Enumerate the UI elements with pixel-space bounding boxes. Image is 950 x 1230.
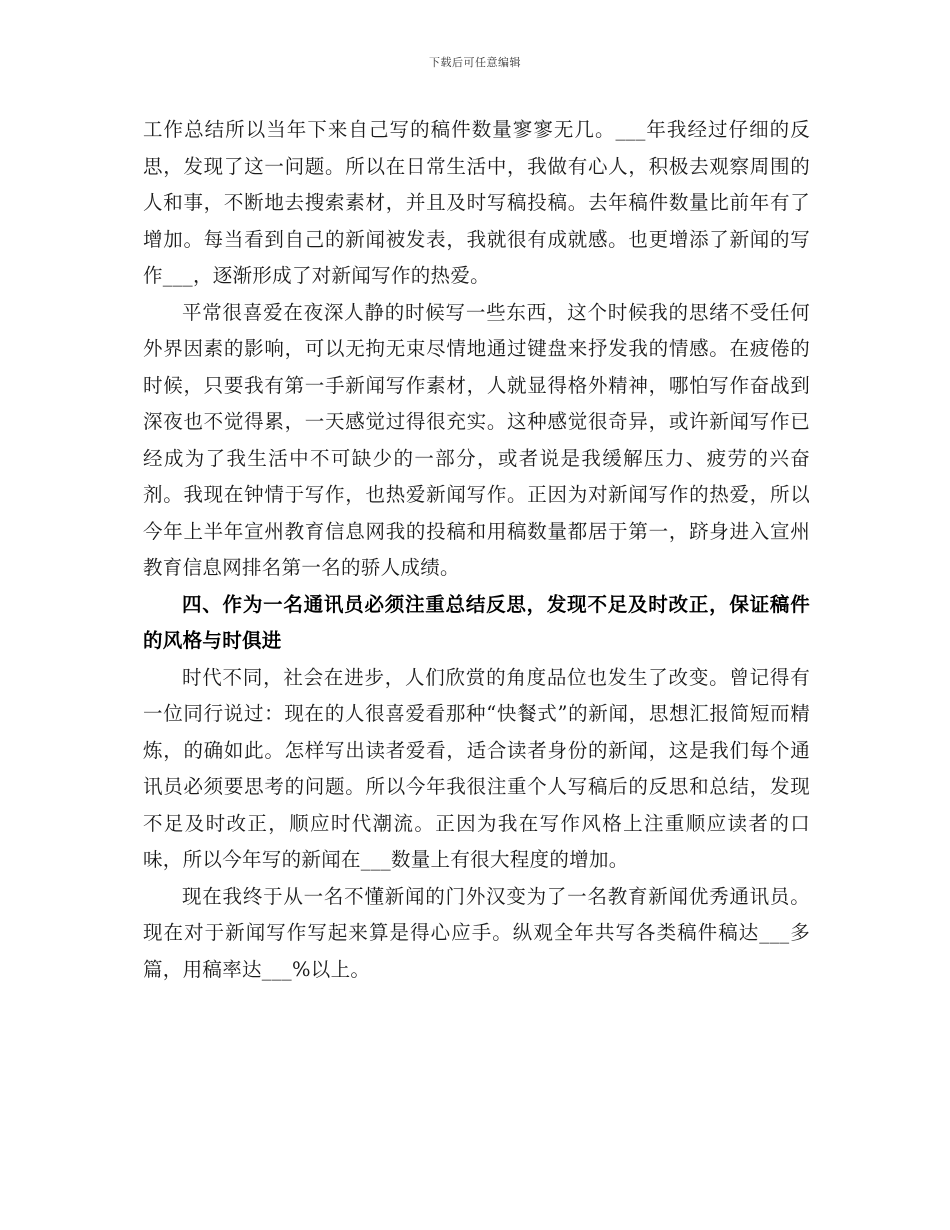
paragraph-night-writing: 平常很喜爱在夜深人静的时候写一些东西，这个时候我的思绪不受任何外界因素的影响，可以无拘无束尽情地通过键盘来抒发我的情感。在疲倦的时候，只要我有第一手新闻写作素材，人就显得格外精神，哪怕写作奋战到深夜也不觉得累，一天感觉过得很充实。这种感觉很奇异，或许新闻写作已经成为了我生活中不可缺少的一部分，或者说是我缓解压力、疲劳的兴奋剂。我现在钟情于写作，也热爱新闻写作。正因为对新闻写作的热爱，所以今年上半年宣州教育信息网我的投稿和用稿数量都居于第一，跻身进入宣州教育信息网排名第一名的骄人成绩。 — [143, 300, 810, 579]
paragraph-continuation: 工作总结所以当年下来自己写的稿件数量寥寥无几。___年我经过仔细的反思，发现了这一问题。所以在日常生活中，我做有心人，积极去观察周围的人和事，不断地去搜索素材，并且及时写稿投稿。去年稿件数量比前年有了增加。每当看到自己的新闻被发表，我就很有成就感。也更增添了新闻的写作___，逐渐形成了对新闻写作的热爱。 — [143, 118, 810, 287]
section-heading-four: 四、作为一名通讯员必须注重总结反思，发现不足及时改正，保证稿件的风格与时俱进 — [143, 592, 810, 652]
paragraph-conclusion: 现在我终于从一名不懂新闻的门外汉变为了一名教育新闻优秀通讯员。现在对于新闻写作写起来算是得心应手。纵观全年共写各类稿件稿达___多篇，用稿率达___%以上。 — [143, 884, 810, 981]
document-body — [143, 112, 810, 988]
paragraph-reflection: 时代不同，社会在进步，人们欣赏的角度品位也发生了改变。曾记得有一位同行说过：现在的人很喜爱看那种“快餐式”的新闻，思想汇报简短而精炼，的确如此。怎样写出读者爱看，适合读者身份的新闻，这是我们每个通讯员必须要思考的问题。所以今年我很注重个人写稿后的反思和总结，发现不足及时改正，顺应时代潮流。正因为我在写作风格上注重顺应读者的口味，所以今年写的新闻在___数量上有很大程度的增加。 — [143, 665, 810, 871]
page-header: 下载后可任意编辑 — [429, 56, 521, 69]
